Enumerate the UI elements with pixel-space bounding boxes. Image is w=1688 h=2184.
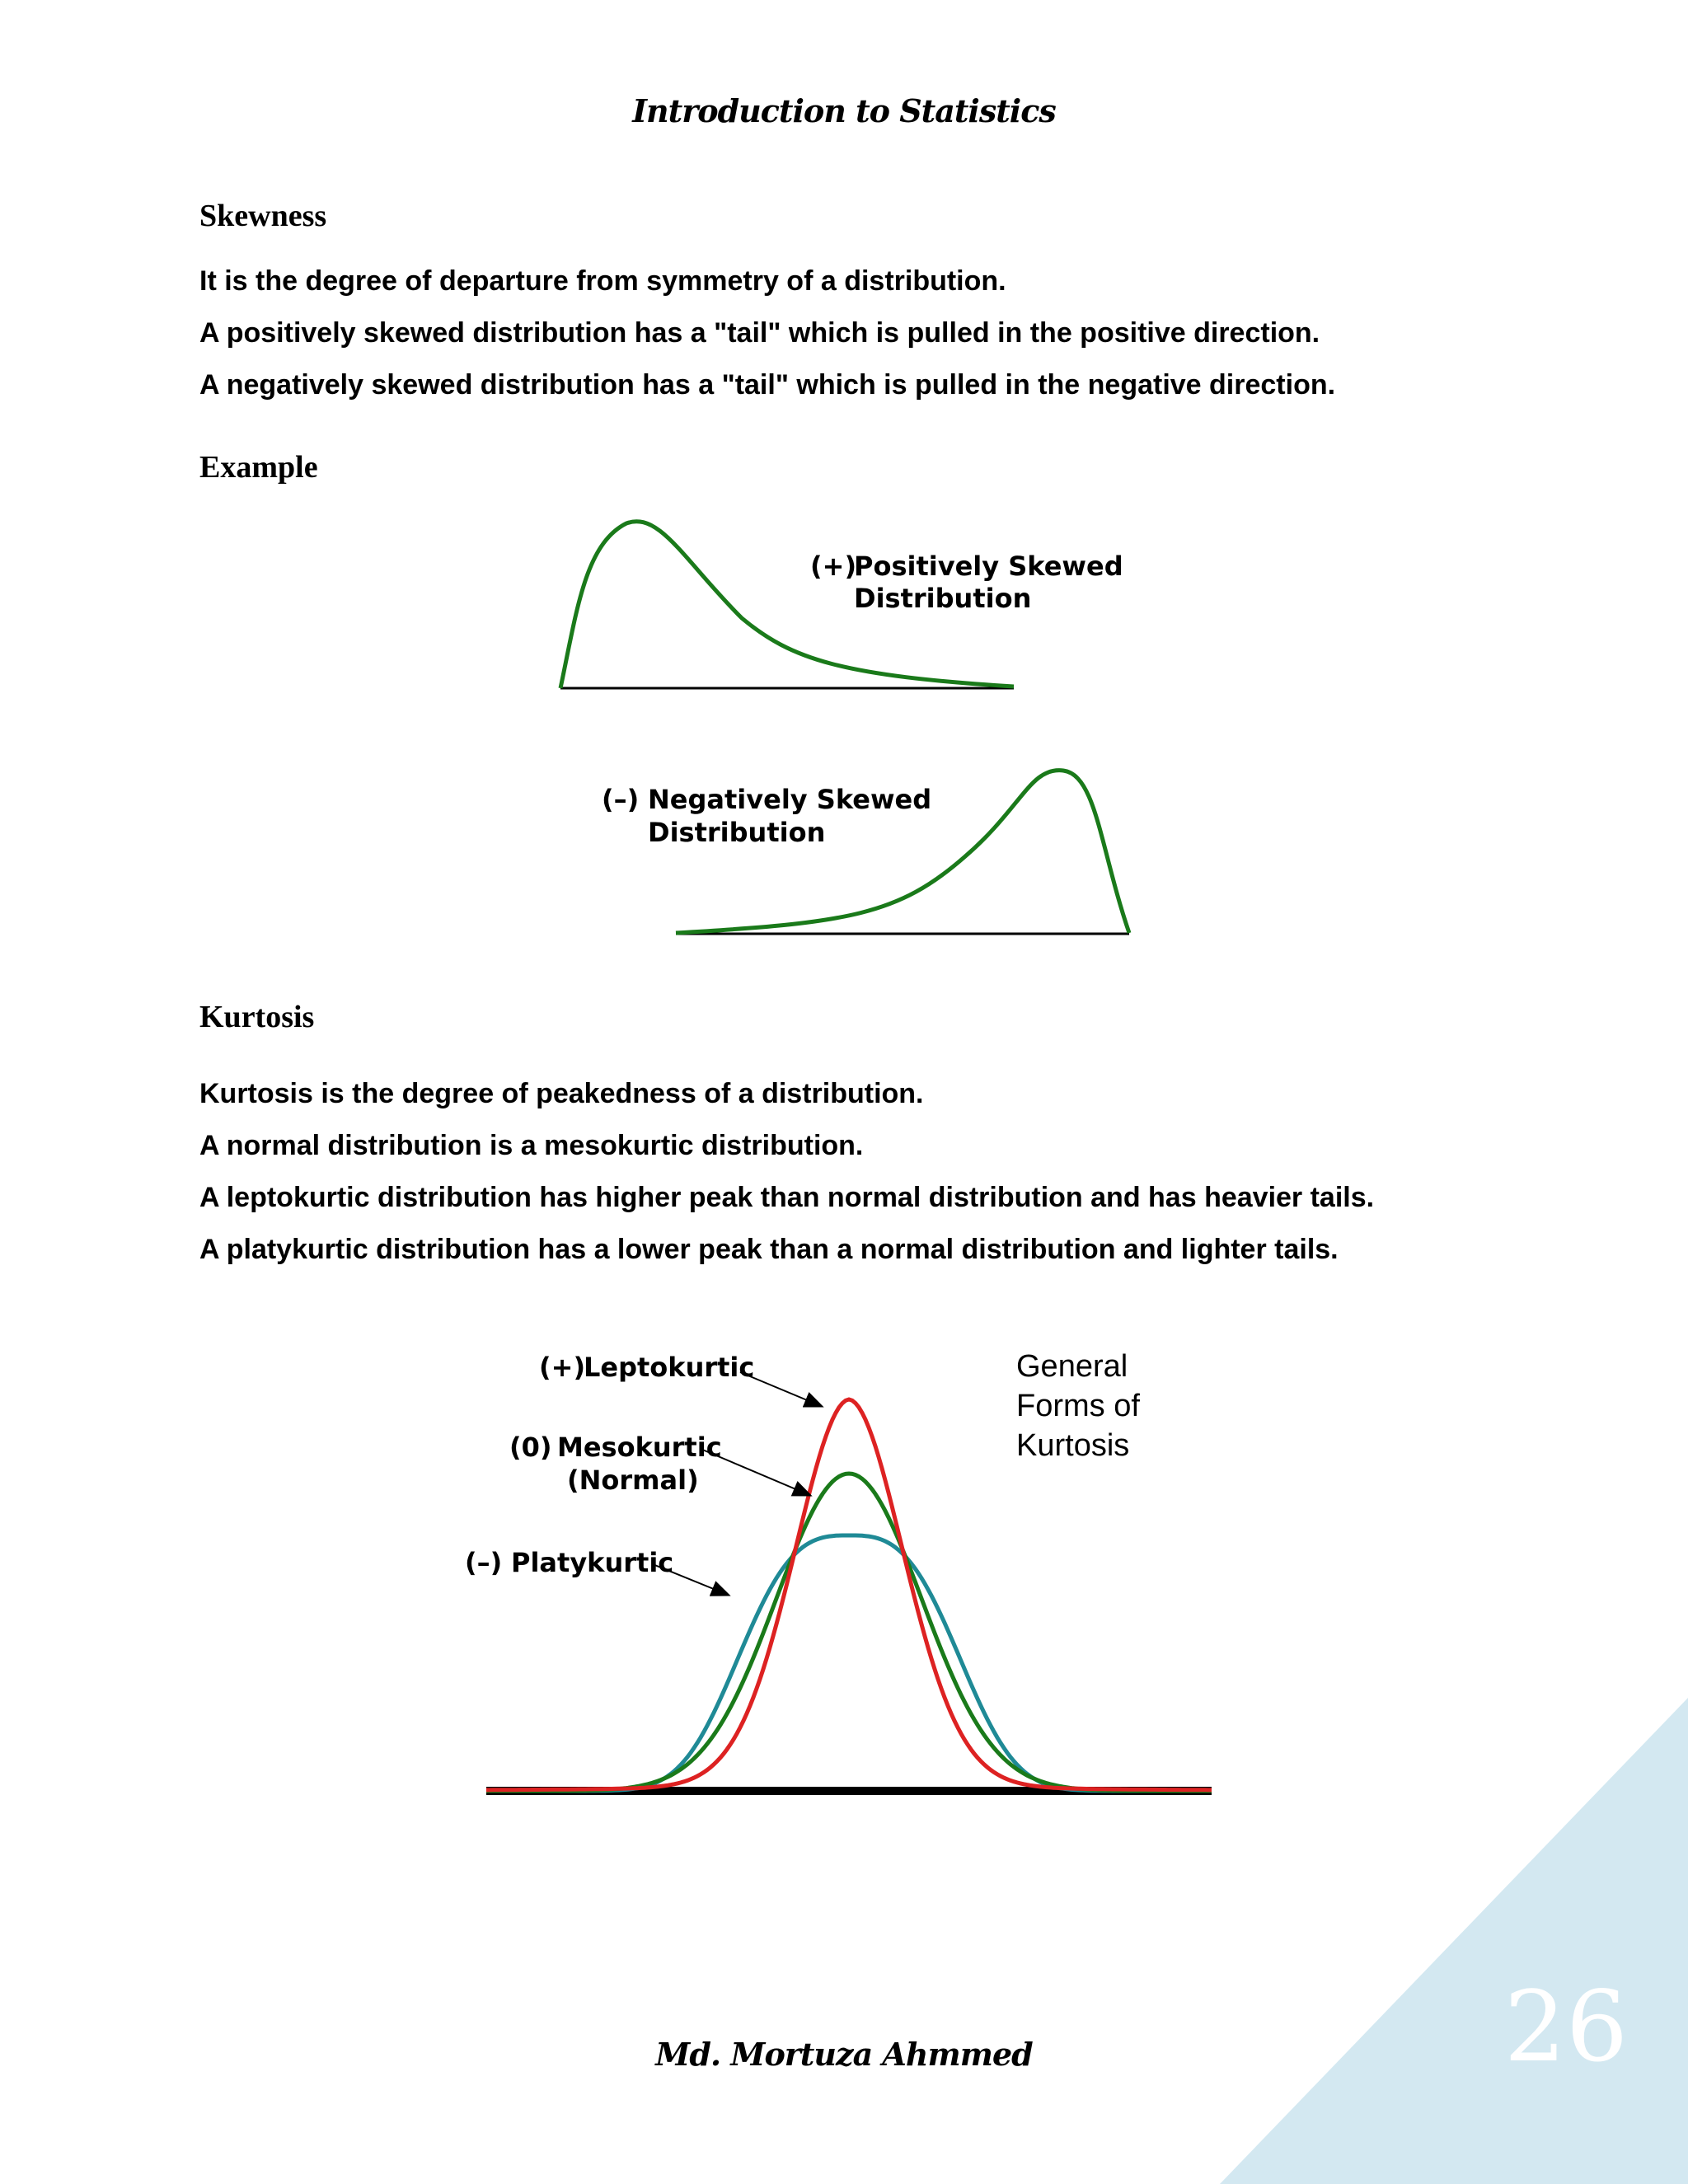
page-number: 26 — [1503, 1970, 1629, 2083]
corner-decoration — [1220, 1698, 1688, 2184]
meso-sign: (0) — [509, 1432, 552, 1463]
figure-title-line: Kurtosis — [1016, 1428, 1130, 1463]
mesokurtic-curve — [486, 1474, 1212, 1791]
meso-label: Mesokurtic — [557, 1432, 722, 1463]
positive-label-line1: Positively Skewed — [854, 551, 1123, 582]
meso-sub-label: (Normal) — [567, 1465, 699, 1496]
footer-author: Md. Mortuza Ahmmed — [655, 2036, 1033, 2073]
negative-sign: (–) — [602, 784, 640, 815]
negative-label-line1: Negatively Skewed — [648, 784, 932, 815]
example-heading: Example — [199, 450, 318, 485]
lepto-label: Leptokurtic — [584, 1352, 755, 1383]
skewness-line: A positively skewed distribution has a "tail" which is pulled in the positive direction. — [199, 317, 1320, 349]
kurtosis-line: A normal distribution is a mesokurtic distribution. — [199, 1130, 864, 1161]
lepto-sign: (+) — [539, 1352, 586, 1383]
positive-label-line2: Distribution — [854, 583, 1032, 614]
platy-label: Platykurtic — [511, 1547, 674, 1578]
skewness-heading: Skewness — [199, 199, 327, 233]
positive-skew-figure — [544, 511, 1121, 701]
skewness-line: It is the degree of departure from symmetry of a distribution. — [199, 265, 1006, 297]
kurtosis-heading: Kurtosis — [199, 1000, 315, 1034]
skewness-line: A negatively skewed distribution has a "tail" which is pulled in the negative direction. — [199, 369, 1336, 401]
negative-label-line2: Distribution — [648, 817, 826, 848]
running-header: Introduction to Statistics — [632, 92, 1056, 129]
kurtosis-figure — [453, 1327, 1236, 1821]
kurtosis-line: Kurtosis is the degree of peakedness of a distribution. — [199, 1078, 924, 1109]
platy-sign: (–) — [465, 1547, 503, 1578]
kurtosis-line: A leptokurtic distribution has higher peak than normal distribution and has heavier tails. — [199, 1182, 1375, 1213]
figure-title-line: Forms of — [1016, 1389, 1140, 1423]
negative-skew-figure — [593, 758, 1154, 948]
positive-sign: (+) — [810, 551, 857, 582]
figure-title-line: General — [1016, 1349, 1128, 1384]
kurtosis-line: A platykurtic distribution has a lower peak than a normal distribution and lighter tails. — [199, 1234, 1339, 1265]
